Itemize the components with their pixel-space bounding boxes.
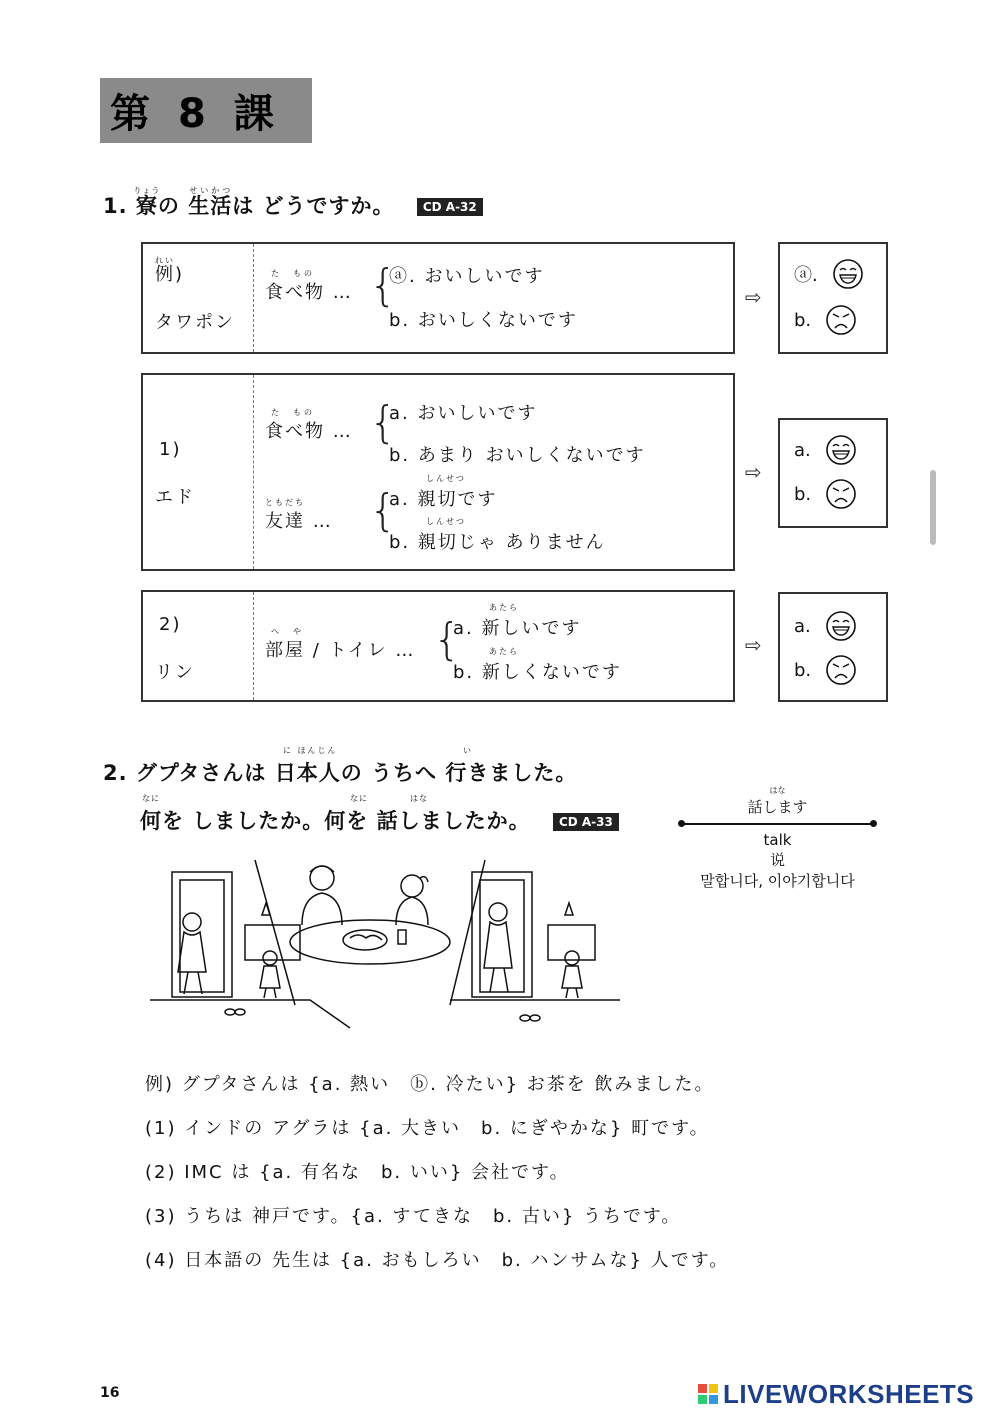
section1-text-b: は どうですか。 — [232, 194, 395, 218]
item2-ruby-atara-b: あたら — [489, 647, 519, 656]
arrow-icon: ⇨ — [745, 633, 762, 657]
item2-answer-box — [778, 592, 888, 702]
arrow-icon: ⇨ — [745, 460, 762, 484]
item1-topic2: ともだち 友達 … — [265, 498, 333, 532]
section1-heading — [103, 186, 483, 220]
column-divider — [253, 375, 254, 569]
example-option-a[interactable]: ⓐ. おいしいです — [389, 266, 545, 287]
section2-ruby-i: い — [463, 746, 472, 755]
section2-ruby-nani-b: なに — [350, 794, 368, 803]
section2-line2: 何を しましたか。何を 話しましたか。 — [140, 809, 531, 833]
item2-number: 2) — [159, 614, 182, 635]
column-divider — [253, 244, 254, 352]
house-visit-illustration — [150, 850, 620, 1030]
example-topic: た もの 食べ物 … — [265, 269, 353, 303]
frown-face-icon — [825, 304, 857, 336]
item1-topic1: た もの 食べ物 … — [265, 408, 353, 442]
section2-number: 2. — [103, 761, 128, 785]
arrow-icon: ⇨ — [745, 285, 762, 309]
frown-face-icon — [825, 478, 857, 510]
answer-a-row[interactable] — [794, 610, 857, 642]
ruby-seikatsu: 生活せいかつ — [188, 186, 233, 218]
answer-a-row[interactable] — [794, 258, 864, 290]
example-answer-box — [778, 242, 888, 354]
item1-box — [141, 373, 735, 571]
lesson-title — [100, 78, 312, 143]
scrollbar-thumb[interactable] — [930, 470, 936, 545]
vocab-korean: 말합니다, 이야기합니다 — [700, 871, 855, 890]
answer-b-row[interactable] — [794, 304, 857, 336]
liveworksheets-logo[interactable] — [697, 1379, 974, 1410]
answer-b-label: b. — [794, 483, 812, 505]
answer-b-label: b. — [794, 309, 812, 331]
answer-a-label: ⓐ. — [794, 265, 818, 286]
section2-ruby-nihonjin: に ほんじん — [283, 746, 338, 755]
brace: { — [369, 485, 397, 536]
section1-number: 1. — [103, 194, 128, 218]
brand-text: LIVEWORKSHEETS — [723, 1379, 975, 1409]
cd-track-badge[interactable]: CD A-33 — [553, 813, 619, 831]
item2-option-b[interactable]: b. 新しくないです — [453, 662, 622, 683]
sentence-4[interactable]: (4) 日本語の 先生は {a. おもしろい b. ハンサムな} 人です。 — [145, 1250, 730, 1271]
item1-ruby-shinsetsu-a: しんせつ — [426, 474, 466, 483]
vocab-english: talk — [763, 830, 792, 849]
cd-track-badge[interactable]: CD A-32 — [417, 198, 483, 216]
sentence-3[interactable]: (3) うちは 神戸です。{a. すてきな b. 古い} うちです。 — [145, 1206, 682, 1227]
vocab-word: 話します — [747, 798, 808, 816]
item2-box — [141, 590, 735, 702]
sentence-2[interactable]: (2) IMC は {a. 有名な b. いい} 会社です。 — [145, 1162, 570, 1183]
brace: { — [369, 397, 397, 448]
item1-topic1-option-a[interactable]: a. おいしいです — [389, 403, 538, 424]
item1-name: エド — [155, 487, 195, 508]
answer-a-label: a. — [794, 439, 811, 461]
answer-b-row[interactable] — [794, 478, 857, 510]
vocab-chinese: 说 — [769, 850, 785, 869]
section2-ruby-hana: はな — [410, 794, 428, 803]
example-box — [141, 242, 735, 354]
answer-b-row[interactable] — [794, 654, 857, 686]
item1-answer-box — [778, 418, 888, 528]
section2-ruby-nani-a: なに — [142, 794, 160, 803]
smile-face-icon — [832, 258, 864, 290]
item1-topic2-option-b[interactable]: b. 親切じゃ ありません — [389, 532, 606, 553]
item2-option-a[interactable]: a. 新しいです — [453, 618, 582, 639]
lesson-char-dai: 第 — [110, 91, 178, 137]
example-option-b[interactable]: b. おいしくないです — [389, 310, 578, 331]
item2-name: リン — [155, 662, 195, 683]
answer-a-row[interactable] — [794, 434, 857, 466]
example-name: タワポン — [155, 312, 235, 333]
page-number: 16 — [100, 1385, 120, 1401]
section2-subheading — [140, 794, 619, 835]
smile-face-icon — [825, 610, 857, 642]
item2-topic: へ や 部屋 / トイレ … — [265, 627, 416, 661]
brace: { — [433, 614, 461, 665]
sentence-example[interactable]: 例) グプタさんは {a. 熱い ⓑ. 冷たい} お茶を 飲みました。 — [145, 1074, 715, 1095]
frown-face-icon — [825, 654, 857, 686]
item1-number: 1) — [159, 439, 182, 460]
example-label: 例れい) — [155, 256, 185, 285]
sentence-1[interactable]: (1) インドの アグラは {a. 大きい b. にぎやかな} 町です。 — [145, 1118, 710, 1139]
answer-b-label: b. — [794, 659, 812, 681]
vocab-divider — [680, 823, 875, 825]
item1-ruby-shinsetsu-b: しんせつ — [426, 517, 466, 526]
brace: { — [369, 260, 397, 311]
liveworksheets-logo-icon — [697, 1383, 719, 1405]
item1-topic2-option-a[interactable]: a. 親切です — [389, 489, 498, 510]
lesson-number: 8 — [178, 91, 234, 137]
vocab-note — [680, 785, 875, 891]
section1-text-a: の — [157, 194, 180, 218]
vocab-ruby: はな — [769, 786, 786, 795]
smile-face-icon — [825, 434, 857, 466]
ruby-ryou: 寮りょう — [133, 186, 161, 218]
item2-ruby-atara-a: あたら — [489, 603, 519, 612]
answer-a-label: a. — [794, 615, 811, 637]
item1-topic1-option-b[interactable]: b. あまり おいしくないです — [389, 445, 646, 466]
column-divider — [253, 592, 254, 700]
section2-line1: グプタさんは 日本人の うちへ 行きました。 — [135, 761, 578, 785]
section2-heading — [103, 746, 578, 787]
lesson-char-ka: 課 — [233, 91, 302, 137]
